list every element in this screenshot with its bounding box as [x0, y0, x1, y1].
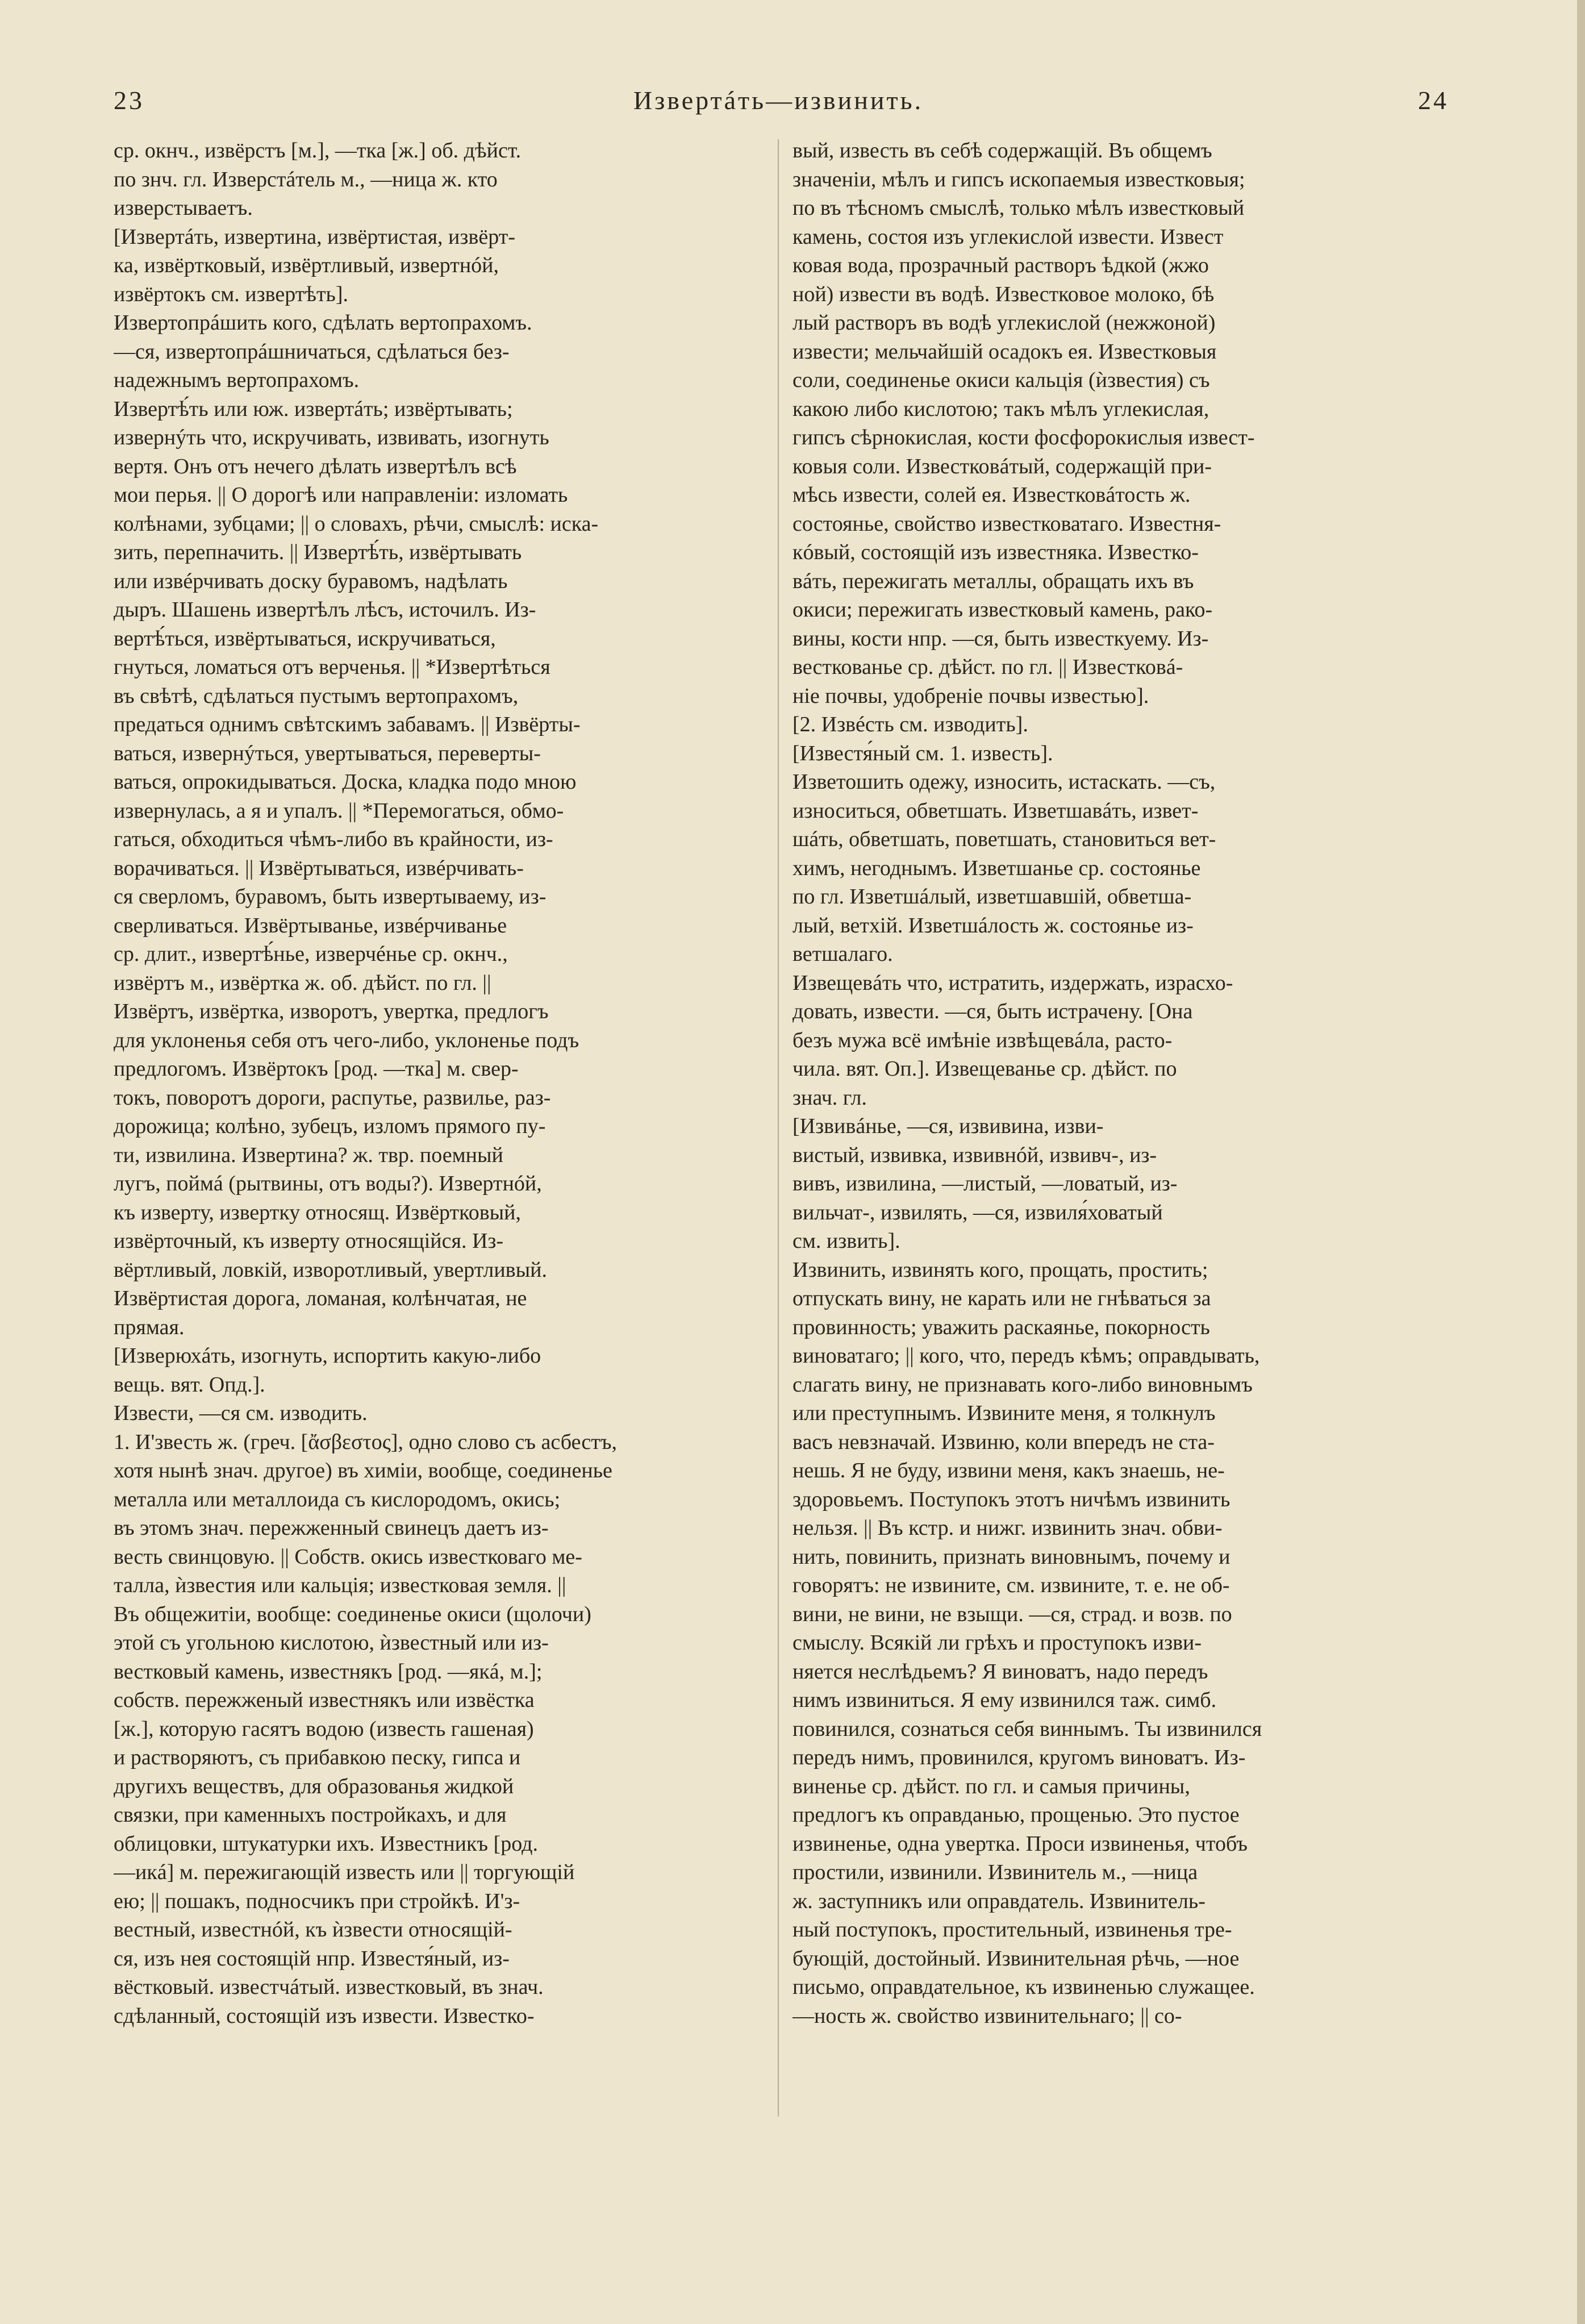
text-line: другихъ веществъ, для образованья жидкой [114, 1774, 514, 1798]
text-line: извёртъ м., извёртка ж. об. дѣйст. по гл. || [114, 971, 491, 995]
text-line: чила. вят. Оп.]. Извещеванье ср. дѣйст. по [792, 1057, 1177, 1081]
left-column [114, 136, 761, 2136]
text-line: вистый, извивка, извивнóй, извивч-, из- [792, 1143, 1157, 1167]
text-line: нельзя. || Въ кстр. и нижг. извинить знач. обви- [792, 1516, 1223, 1540]
right-column [792, 136, 1440, 2136]
text-line: Извертопрáшить кого, сдѣлать вертопрахомъ. [114, 311, 532, 335]
page-number-left: 23 [114, 86, 144, 115]
text-line: весткованье ср. дѣйст. по гл. || Известковá- [792, 655, 1183, 679]
text-line: 1. И'звесть ж. (греч. [ἄσβεστος], одно слово съ асбестъ, [114, 1430, 618, 1454]
text-line: вивъ, извилина, —листый, —ловатый, из- [792, 1172, 1178, 1196]
text-line: Въ общежитіи, вообще: соединенье окиси (щолочи) [114, 1602, 591, 1626]
text-line: извёрточный, къ изверту относящійся. Из- [114, 1229, 504, 1253]
text-line: вый, известь въ себѣ содержащій. Въ общемъ [792, 139, 1212, 163]
text-line: значеніи, мѣлъ и гипсъ ископаемыя известковыя; [792, 167, 1245, 191]
text-line: лый растворъ въ водѣ углекислой (нежжоной) [792, 311, 1216, 335]
text-line: химъ, негоднымъ. Изветшанье ср. состоянье [792, 856, 1201, 880]
text-line: облицовки, штукатурки ихъ. Известникъ [род. [114, 1831, 538, 1856]
text-line: по въ тѣсномъ смыслѣ, только мѣлъ известковый [792, 196, 1245, 220]
text-line: вертѣ́ться, извёртываться, искручиваться, [114, 626, 496, 651]
text-line: ся сверломъ, буравомъ, быть извертываему, из- [114, 885, 547, 909]
text-line: вини, не вини, не взыщи. —ся, страд. и возв. по [792, 1602, 1232, 1626]
text-line: весть свинцовую. || Собств. окись известковаго ме- [114, 1544, 582, 1569]
text-line: нимъ извиниться. Я ему извинился таж. симб. [792, 1688, 1217, 1712]
text-line: лугъ, поймá (рытвины, отъ воды?). Извертнóй, [114, 1172, 542, 1196]
text-line: кóвый, состоящій изъ известняка. Известко- [792, 540, 1199, 564]
text-line: прямая. [114, 1315, 185, 1339]
text-line: Извинить, извинять кого, прощать, простить; [792, 1257, 1208, 1282]
text-line: Извёртъ, извёртка, изворотъ, увертка, предлогъ [114, 999, 549, 1023]
text-line: нить, повинить, признать виновнымъ, почему и [792, 1544, 1231, 1569]
column-divider [778, 139, 779, 2117]
page-number-right: 24 [1418, 86, 1449, 115]
text-line: Извёртистая дорога, ломаная, колѣнчатая, не [114, 1286, 527, 1310]
text-line: лый, ветхій. Изветшáлость ж. состоянье из- [792, 913, 1194, 938]
text-line: этой съ угольною кислотою, ѝзвестный или из- [114, 1631, 549, 1655]
text-line: извёртокъ см. извертѣть]. [114, 282, 349, 306]
text-line: передъ нимъ, провинился, кругомъ виноватъ. Из- [792, 1746, 1246, 1769]
text-line: безъ мужа всё имѣніе извѣщевáла, расто- [792, 1028, 1173, 1052]
text-line: ваться, опрокидываться. Доска, кладка подо мною [114, 770, 577, 794]
text-line: ной) извести въ водѣ. Известковое молоко, бѣ [792, 282, 1215, 306]
text-line: ветшалаго. [792, 942, 893, 966]
text-line: металла или металлоида съ кислородомъ, окись; [114, 1487, 561, 1511]
text-line: мѣсь извести, солей ея. Известковáтость ж. [792, 483, 1191, 507]
text-line: сверливаться. Извёртыванье, извéрчиванье [114, 913, 507, 938]
text-line: ковая вода, прозрачный растворъ ѣдкой (жжо [792, 253, 1209, 277]
text-line: ваться, извернýться, увертываться, переверты- [114, 741, 541, 765]
text-line: ж. заступникъ или оправдатель. Извинитель- [792, 1889, 1206, 1913]
text-line: Извещевáть что, истратить, издержать, израсхо- [792, 971, 1233, 995]
text-line: вёстковый. известчáтый. известковый, въ знач. [114, 1975, 544, 1999]
text-line: соли, соединенье окиси кальція (ѝзвестия) съ [792, 368, 1210, 392]
text-line: ка, извёртковый, извёртливый, извертнóй, [114, 253, 499, 277]
text-line: ти, извилина. Извертина? ж. твр. поемный [114, 1143, 503, 1167]
text-line: Извертѣ́ть или юж. извертáть; извёртывать; [114, 397, 513, 421]
text-line: няется неслѣдьемъ? Я виноватъ, надо передъ [792, 1659, 1208, 1684]
text-line: въ свѣтѣ, сдѣлаться пустымъ вертопрахомъ, [114, 684, 519, 708]
text-line: ворачиваться. || Извёртываться, извéрчивать- [114, 856, 524, 880]
text-line: —ся, извертопрáшничаться, сдѣлаться без- [114, 339, 510, 364]
text-line: довать, извести. —ся, быть истрачену. [Она [792, 999, 1193, 1023]
text-line: ный поступокъ, простительный, извиненья тре- [792, 1918, 1232, 1942]
text-line: Извести, —ся см. изводить. [114, 1401, 368, 1425]
text-line: вещь. вят. Опд.]. [114, 1372, 265, 1397]
text-line: вильчат-, извилять, —ся, извиля́ховатый [792, 1200, 1163, 1225]
running-head: Извертáть—извинить. [633, 86, 924, 115]
text-line: гипсъ сѣрнокислая, кости фосфорокислыя извест- [792, 426, 1255, 449]
text-line: ковыя соли. Известковáтый, содержащій при- [792, 454, 1212, 478]
text-line: [Извертáть, извертина, извёртистая, извёрт- [114, 224, 515, 249]
text-line: извернулась, а я и упалъ. || *Перемогаться, обмо- [114, 798, 564, 823]
text-line: камень, состоя изъ углекислой извести. Извест [792, 224, 1224, 249]
text-line: [Извивáнье, —ся, извивина, изви- [792, 1114, 1104, 1138]
text-line: талла, ѝзвестия или кальція; известковая земля. || [114, 1573, 566, 1597]
text-line: ніе почвы, удобреніе почвы известью]. [792, 684, 1149, 708]
text-line: здоровьемъ. Поступокъ этотъ ничѣмъ извинить [792, 1487, 1231, 1511]
text-line: Изветошить одежу, износить, истаскать. —съ, [792, 770, 1216, 794]
text-line: хотя нынѣ знач. другое) въ химіи, вообще, соединенье [114, 1459, 612, 1482]
text-line: слагать вину, не признавать кого-либо виновнымъ [792, 1372, 1253, 1397]
text-line: извести; мельчайшій осадокъ ея. Известковыя [792, 339, 1217, 364]
text-line: гнуться, ломаться отъ верченья. || *Извертѣться [114, 655, 550, 679]
text-line: состоянье, свойство известковатаго. Известня- [792, 511, 1221, 536]
text-line: [Известя́ный см. 1. известь]. [792, 741, 1053, 765]
text-line: мои перья. || О дорогѣ или направленіи: изломать [114, 483, 568, 507]
text-line: дорожица; колѣно, зубецъ, изломъ прямого пу- [114, 1114, 546, 1138]
text-line: зить, перепначить. || Извертѣ́ть, извёртывать [114, 540, 522, 564]
text-line: дыръ. Шашень извертѣлъ лѣсъ, источилъ. Из- [114, 598, 536, 622]
text-line: вертя. Онъ отъ нечего дѣлать извертѣлъ всѣ [114, 454, 517, 478]
text-line: и растворяютъ, съ прибавкою песку, гипса и [114, 1746, 521, 1769]
text-line: см. извить]. [792, 1229, 900, 1253]
text-line: или преступнымъ. Извините меня, я толкнулъ [792, 1401, 1216, 1425]
text-line: виненье ср. дѣйст. по гл. и самыя причины, [792, 1774, 1190, 1798]
text-line: смыслу. Всякій ли грѣхъ и проступокъ изви- [792, 1631, 1202, 1655]
text-line: связки, при каменныхъ постройкахъ, и для [114, 1803, 507, 1827]
text-line: [ж.], которую гасятъ водою (известь гашеная) [114, 1717, 534, 1741]
text-line: бующій, достойный. Извинительная рѣчь, —ное [792, 1946, 1240, 1971]
text-line: для уклоненья себя отъ чего-либо, уклоненье подъ [114, 1028, 579, 1052]
text-line: по гл. Изветшáлый, изветшавшій, обветша- [792, 885, 1192, 909]
text-line: предаться однимъ свѣтскимъ забавамъ. || Извёрты- [114, 713, 581, 736]
text-line: виноватаго; || кого, что, передъ кѣмъ; оправдывать, [792, 1344, 1260, 1368]
text-line: вáть, пережигать металлы, обращать ихъ въ [792, 569, 1194, 593]
page-edge [1577, 0, 1585, 2324]
text-line: въ этомъ знач. пережженный свинецъ даетъ из- [114, 1516, 549, 1540]
text-line: колѣнами, зубцами; || о словахъ, рѣчи, смыслѣ: иска- [114, 511, 599, 536]
text-line: гаться, обходиться чѣмъ-либо въ крайности, из- [114, 827, 553, 851]
text-line: вины, кости нпр. —ся, быть известкуему. Из- [792, 626, 1209, 651]
text-line: извернýть что, искручивать, извивать, изогнуть [114, 426, 549, 449]
text-line: ею; || пошакъ, подносчикъ при стройкѣ. И'з- [114, 1889, 520, 1913]
text-line: —ность ж. свойство извинительнаго; || со- [792, 2004, 1182, 2028]
text-line: повинился, сознаться себя виннымъ. Ты извинился [792, 1717, 1262, 1741]
text-line: по знч. гл. Изверстáтель м., —ница ж. кто [114, 167, 498, 191]
text-line: —икá] м. пережигающій известь или || торгующій [114, 1860, 575, 1884]
text-line: ся, изъ нея состоящій нпр. Известя́ный, из- [114, 1946, 510, 1971]
text-line: изверстываетъ. [114, 196, 253, 220]
text-line: предлогъ къ оправданью, прощенью. Это пустое [792, 1803, 1240, 1827]
text-line: надежнымъ вертопрахомъ. [114, 368, 360, 392]
text-line: шáть, обветшать, поветшать, становиться вет- [792, 827, 1216, 851]
text-line: износиться, обветшать. Изветшавáть, извет- [792, 798, 1199, 823]
page-header [108, 85, 1449, 125]
text-line: ср. длит., извертѣ́нье, изверчéнье ср. окнч., [114, 942, 508, 966]
text-line: какою либо кислотою; такъ мѣлъ углекислая, [792, 397, 1209, 421]
text-line: вестный, известнóй, къ ѝзвести относящій- [114, 1918, 512, 1942]
text-line: васъ невзначай. Извиню, коли впередъ не ста- [792, 1430, 1215, 1454]
text-line: простили, извинили. Извинитель м., —ница [792, 1860, 1198, 1884]
text-line: предлогомъ. Извёртокъ [род. —тка] м. свер- [114, 1057, 519, 1081]
text-line: окиси; пережигать известковый камень, рако- [792, 598, 1213, 622]
text-line: [Изверюхáть, изогнуть, испортить какую-либо [114, 1344, 541, 1368]
text-line: извиненье, одна увертка. Проси извиненья, чтобъ [792, 1831, 1248, 1856]
text-line: нешь. Я не буду, извини меня, какъ знаешь, не- [792, 1459, 1225, 1482]
text-line: собств. пережженый известнякъ или извёстка [114, 1688, 535, 1712]
text-line: провинность; уважить раскаянье, покорность [792, 1315, 1210, 1339]
text-line: сдѣланный, состоящій изъ извести. Известко- [114, 2004, 535, 2028]
text-line: [2. Извéсть см. изводить]. [792, 713, 1028, 736]
text-line: знач. гл. [792, 1085, 867, 1110]
text-line: вестковый камень, известнякъ [род. —якá, м.]; [114, 1659, 543, 1684]
text-line: вёртливый, ловкій, изворотливый, увертливый. [114, 1257, 547, 1282]
text-line: или извéрчивать доску буравомъ, надѣлать [114, 569, 508, 593]
text-line: письмо, оправдательное, къ извиненью служащее. [792, 1975, 1255, 1999]
text-line: говорятъ: не извините, см. извините, т. е. не об- [792, 1573, 1230, 1597]
text-line: отпускать вину, не карать или не гнѣваться за [792, 1286, 1211, 1310]
text-line: къ изверту, извертку относящ. Извёртковый, [114, 1200, 522, 1225]
text-line: ср. окнч., извёрстъ [м.], —тка [ж.] об. дѣйст. [114, 139, 522, 163]
text-line: токъ, поворотъ дороги, распутье, развилье, раз- [114, 1085, 551, 1110]
